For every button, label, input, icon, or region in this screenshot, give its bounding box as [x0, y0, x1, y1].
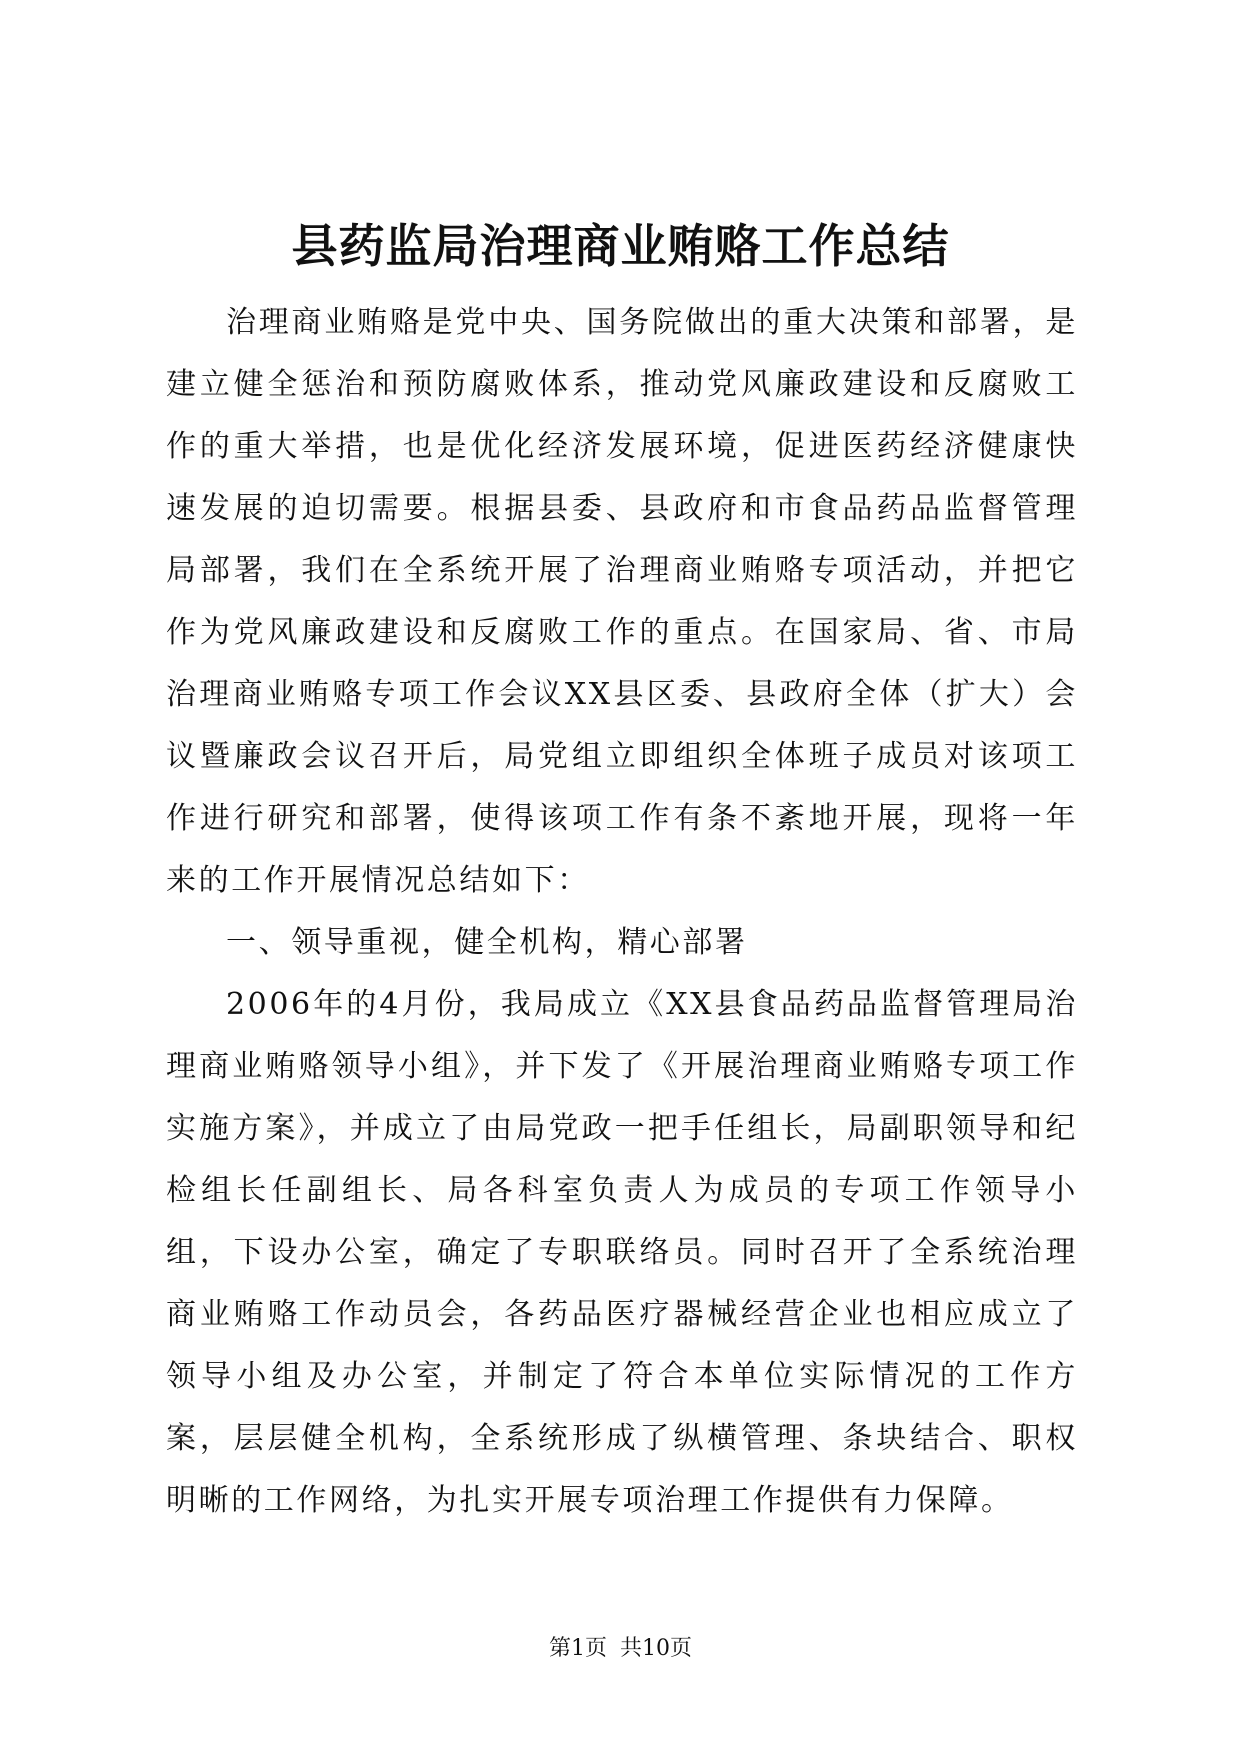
document-body [166, 292, 1078, 1532]
document-title: 县药监局治理商业贿赂工作总结 [291, 219, 950, 273]
paragraph-intro: 治理商业贿赂是党中央、国务院做出的重大决策和部署，是建立健全惩治和预防腐败体系，推动党风廉政建设和反腐败工作的重大举措，也是优化经济发展环境，促进医药经济健康快速发展的迫切需要。根据县委、县政府和市食品药品监督管理局部署，我们在全系统开展了治理商业贿赂专项活动，并把它作为党风廉政建设和反腐败工作的重点。在国家局、省、市局治理商业贿赂专项工作会议XX县区委、县政府全体（扩大）会议暨廉政会议召开后，局党组立即组织全体班子成员对该项工作进行研究和部署，使得该项工作有条不紊地开展，现将一年来的工作开展情况总结如下： [166, 305, 1078, 898]
paragraph-section-1: 2006年的4月份，我局成立《XX县食品药品监督管理局治理商业贿赂领导小组》，并下发了《开展治理商业贿赂专项工作实施方案》，并成立了由局党政一把手任组长，局副职领导和纪检组长任副组长、局各科室负责人为成员的专项工作领导小组，下设办公室，确定了专职联络员。同时召开了全系统治理商业贿赂工作动员会，各药品医疗器械经营企业也相应成立了领导小组及办公室，并制定了符合本单位实际情况的工作方案，层层健全机构，全系统形成了纵横管理、条块结合、职权明晰的工作网络，为扎实开展专项治理工作提供有力保障。 [166, 987, 1078, 1518]
current-page-number: 第1页 [549, 1636, 607, 1661]
page-footer [0, 1634, 1241, 1664]
section-heading-1: 一、领导重视，健全机构，精心部署 [226, 925, 748, 960]
total-page-count: 共10页 [620, 1636, 692, 1661]
